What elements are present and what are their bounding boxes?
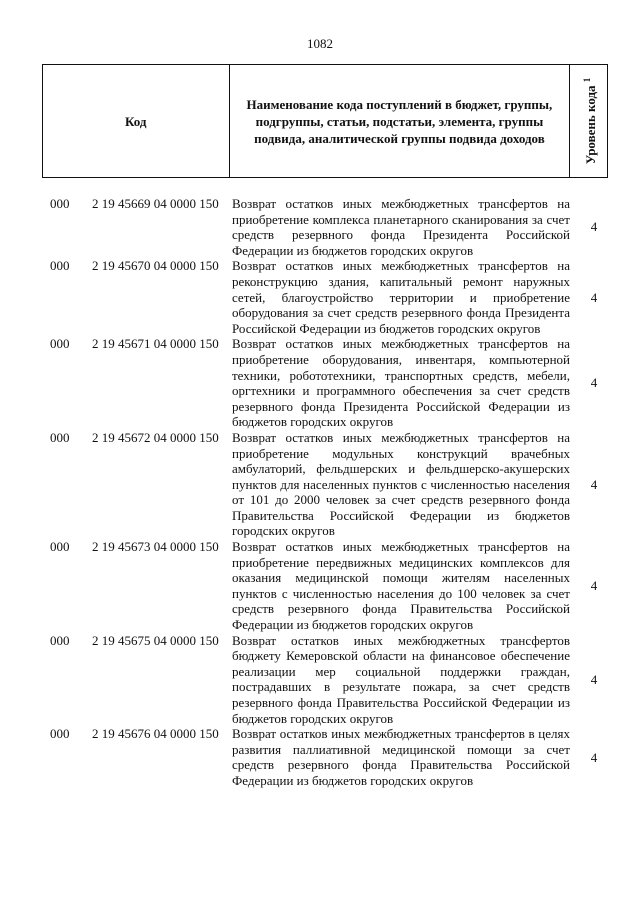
row-code: 2 19 45671 04 0000 150	[92, 336, 219, 352]
row-prefix: 000	[50, 196, 70, 211]
row-level: 4	[590, 671, 598, 687]
row-name: Возврат остатков иных межбюджетных трансфертов на приобретение модульных конструкций врачебных амбулаторий, фельдшерских и фельдшерско-акушерских пунктов для населенных пунктов с численностью населения от 101 до 2000 человек за счет средств резервного фонда Правительства Российской Федерации из бюджетов городских округов	[232, 429, 570, 539]
row-prefix: 000	[50, 726, 70, 742]
row-name: Возврат остатков иных межбюджетных трансфертов на реконструкцию здания, капитальный ремонт наружных сетей, благоустройство территории и приобретение оборудования за счет средств резервного фонда Президента Российской Федерации из бюджетов городских округов	[232, 258, 570, 336]
table-row	[0, 336, 640, 430]
header-name: Наименование кода поступлений в бюджет, группы, подгруппы, статьи, подстатьи, элемента, группы подвида, аналитической группы подвида доходов	[229, 65, 570, 178]
row-prefix: 000	[50, 632, 70, 648]
header-level-footnote: 1	[581, 77, 592, 83]
row-code: 2 19 45676 04 0000 150	[92, 726, 219, 742]
row-prefix: 000	[50, 336, 70, 352]
row-prefix: 000	[50, 539, 70, 555]
table-row	[0, 196, 640, 258]
header-level-text: Уровень кода	[582, 85, 598, 165]
row-level: 4	[590, 578, 598, 594]
header-code: Код	[43, 65, 230, 178]
table-row	[0, 539, 640, 633]
header-level-label	[578, 78, 598, 165]
header-level	[570, 65, 608, 178]
table-header	[42, 64, 608, 178]
table-body	[0, 196, 640, 789]
row-name: Возврат остатков иных межбюджетных трансфертов в целях развития паллиативной медицинской помощи за счет средств резервного фонда Правительства Российской Федерации из бюджетов городских округов	[232, 726, 570, 788]
row-level: 4	[590, 289, 598, 305]
row-name: Возврат остатков иных межбюджетных трансфертов бюджету Кемеровской области на финансовое обеспечение реализации мер социальной поддержки граждан, пострадавших в результате пожара, за счет средств резервного фонда Правительства Российской Федерации из бюджетов городских округов	[232, 632, 570, 726]
row-level: 4	[590, 749, 598, 765]
row-name: Возврат остатков иных межбюджетных трансфертов на приобретение оборудования, инвентаря, компьютерной техники, робототехники, транспортных средств, мебели, оргтехники и программного обеспечения за счет средств резервного фонда Президента Российской Федерации из бюджетов городских округов	[232, 336, 570, 430]
table-row	[0, 258, 640, 336]
row-prefix: 000	[50, 429, 70, 445]
row-code: 2 19 45672 04 0000 150	[92, 429, 219, 445]
row-code: 2 19 45675 04 0000 150	[92, 632, 219, 648]
page-number: 1082	[307, 36, 333, 51]
table-row	[0, 726, 640, 788]
table-row	[0, 430, 640, 539]
row-level: 4	[590, 219, 598, 235]
row-level: 4	[590, 375, 598, 391]
row-level: 4	[590, 476, 598, 492]
table-row	[0, 633, 640, 727]
row-prefix: 000	[50, 258, 70, 274]
row-code: 2 19 45673 04 0000 150	[92, 539, 219, 555]
row-code: 2 19 45669 04 0000 150	[92, 196, 219, 211]
row-name: Возврат остатков иных межбюджетных трансфертов на приобретение комплекса планетарного сканирования за счет средств резервного фонда Президента Российской Федерации из бюджетов городских округов	[232, 196, 570, 258]
row-name: Возврат остатков иных межбюджетных трансфертов на приобретение передвижных медицинских комплексов для оказания медицинской помощи жителям населенных пунктов с численностью населения до 100 человек за счет средств резервного фонда Правительства Российской Федерации из бюджетов городских округов	[232, 539, 570, 633]
row-code: 2 19 45670 04 0000 150	[92, 258, 219, 274]
